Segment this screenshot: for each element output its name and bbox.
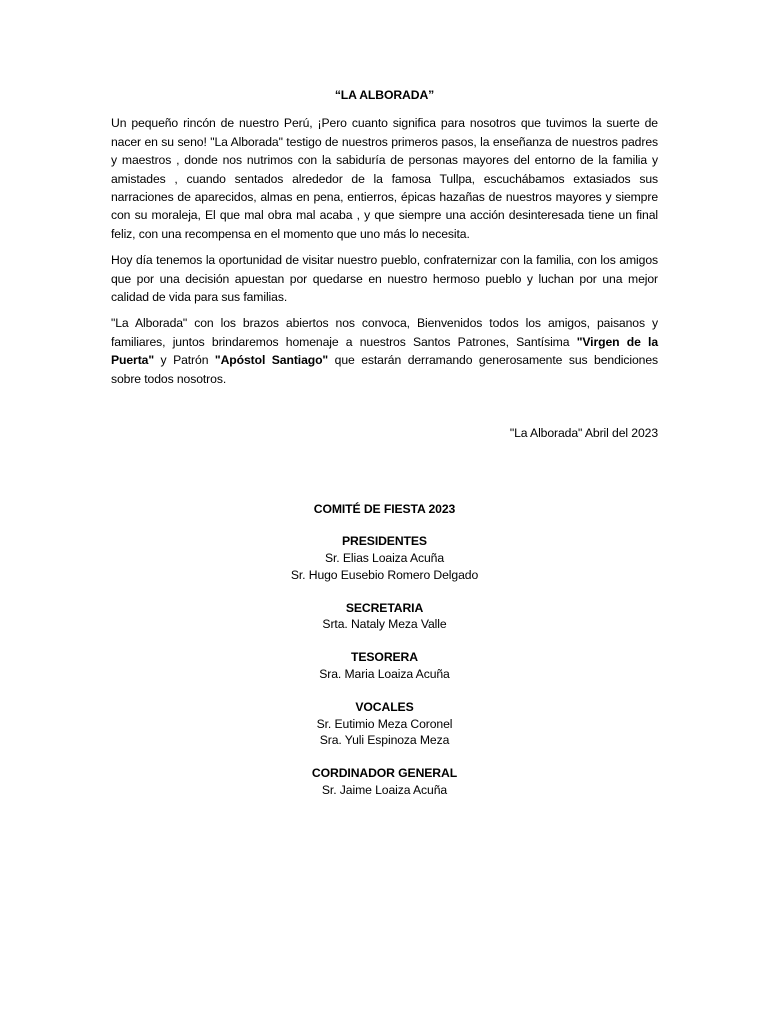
- page-title: “LA ALBORADA”: [334, 88, 435, 102]
- paragraph-visit: Hoy día tenemos la oportunidad de visitar nuestro pueblo, confraternizar con la familia, con los amigos que por una decisión apuestan por quedarse en nuestro hermoso pueblo y luchan por una mejor calidad de vida para sus familias.: [111, 253, 658, 305]
- role-presidentes: [111, 533, 658, 583]
- paragraph-invitation: [111, 314, 658, 388]
- role-tesorera: [111, 649, 658, 683]
- member-name: Sr. Hugo Eusebio Romero Delgado: [290, 567, 479, 582]
- apostol-santiago-name: "Apóstol Santiago": [214, 353, 329, 368]
- member-name: Sra. Maria Loaiza Acuña: [319, 667, 450, 682]
- committee-section: [111, 501, 658, 799]
- role-title: CORDINADOR GENERAL: [311, 766, 458, 781]
- committee-heading: COMITÉ DE FIESTA 2023: [313, 501, 456, 516]
- virgen-de-la-puerta-name: "Virgen de la Puerta": [111, 334, 658, 368]
- member-name: Sr. Jaime Loaiza Acuña: [321, 783, 448, 798]
- member-name: Srta. Nataly Meza Valle: [322, 617, 447, 632]
- paragraph-invitation-text-1: "La Alborada" con los brazos abiertos nos convoca, Bienvenidos todos los amigos, paisanos y familiares, juntos brindaremos homenaje a nuestros Santos Patrones, Santísima: [111, 316, 658, 349]
- document-content: [111, 86, 658, 815]
- role-title: PRESIDENTES: [342, 534, 427, 549]
- role-cordinador-general: [111, 765, 658, 799]
- role-title: VOCALES: [355, 699, 414, 714]
- member-name: Sr. Eutimio Meza Coronel: [316, 716, 453, 731]
- role-title: SECRETARIA: [345, 600, 424, 615]
- role-vocales: [111, 699, 658, 749]
- paragraph-intro: Un pequeño rincón de nuestro Perú, ¡Pero cuanto significa para nosotros que tuvimos la suerte de nacer en su seno! "La Alborada" testigo de nuestros primeros pasos, la enseñanza de nuestros padres y maestros , donde nos nutrimos con la sabiduría de personas mayores del entorno de la familia y amistades , cuando sentados alrededor de la famosa Tullpa, escuchábamos extasiados sus narraciones de aparecidos, almas en pena, entierros, épicas hazañas de nuestros mayores y siempre con su moraleja, El que mal obra mal acaba , y que siempre una acción desinteresada tiene un final feliz, con una recompensa en el momento que uno más lo necesita.: [111, 116, 658, 241]
- member-name: Sr. Elias Loaiza Acuña: [324, 551, 445, 566]
- role-secretaria: [111, 600, 658, 634]
- signature-date: "La Alborada" Abril del 2023: [509, 426, 658, 441]
- member-name: Sra. Yuli Espinoza Meza: [319, 733, 450, 748]
- paragraph-invitation-text-2: y Patrón: [154, 353, 215, 368]
- paragraph-invitation-text-3: que estarán derramando generosamente sus bendiciones sobre todos nosotros.: [111, 353, 658, 386]
- role-title: TESORERA: [351, 650, 418, 665]
